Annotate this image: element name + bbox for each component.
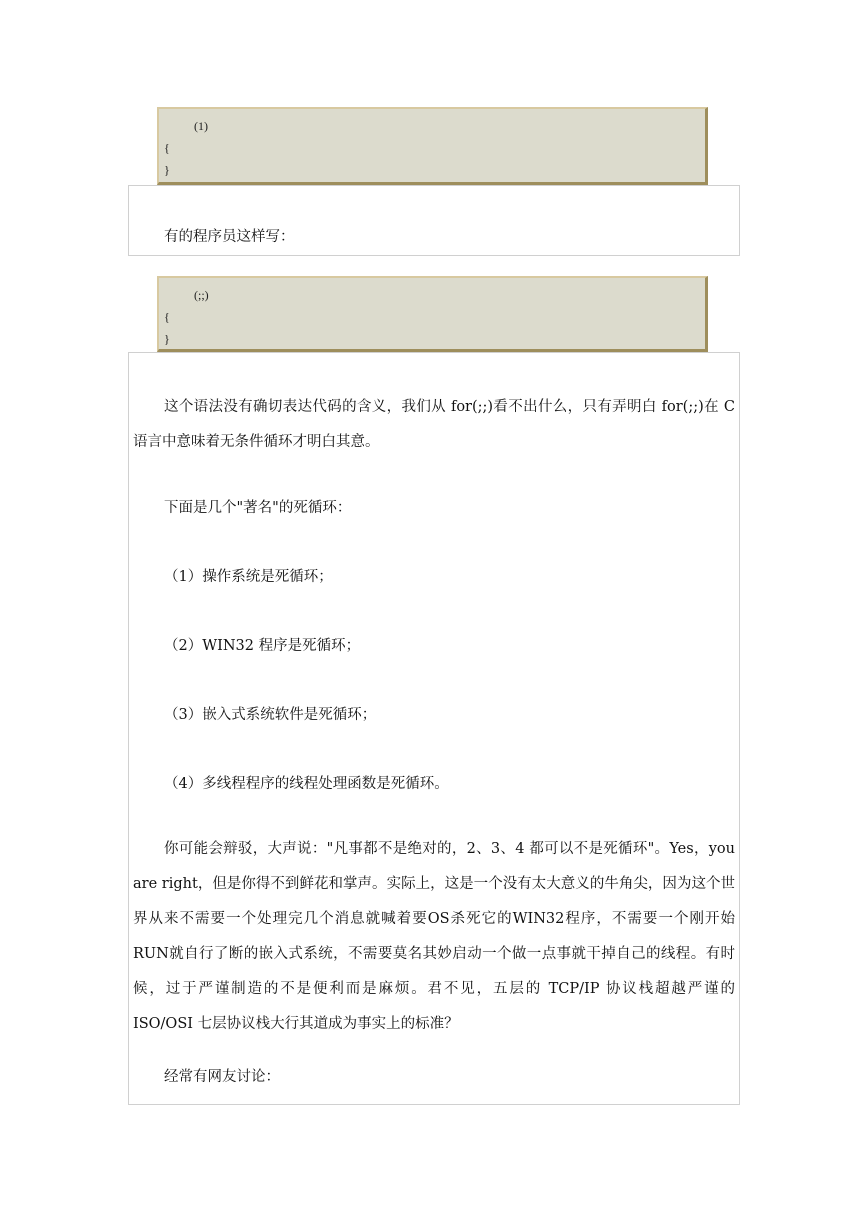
- list-item: （4）多线程程序的线程处理函数是死循环。: [164, 776, 449, 792]
- list-item: （1）操作系统是死循环；: [164, 569, 333, 585]
- text-panel-1: [128, 185, 740, 256]
- code-line: {: [164, 141, 170, 155]
- code-block-1: [157, 107, 708, 185]
- code-block-2: [157, 276, 708, 352]
- paragraph-netizens-discuss: 经常有网友讨论：: [164, 1069, 280, 1085]
- paragraph-famous-loops-intro: 下面是几个"著名"的死循环：: [164, 500, 352, 516]
- paragraph-syntax-meaning: 这个语法没有确切表达代码的含义，我们从 for(;;)看不出什么，只有弄明白 for(;;)在 C 语言中意味着无条件循环才明白其意。: [133, 399, 735, 450]
- list-item: （2）WIN32 程序是死循环；: [164, 638, 361, 654]
- paragraph-some-programmers: 有的程序员这样写：: [164, 229, 295, 245]
- code-line: }: [164, 332, 170, 346]
- code-line: }: [164, 163, 170, 177]
- paragraph-argument: 你可能会辩驳，大声说："凡事都不是绝对的，2、3、4 都可以不是死循环"。Yes，you are right，但是你得不到鲜花和掌声。实际上，这是一个没有太大意义的牛角尖，因为这个世界从来不需要一个处理完几个消息就喊着要OS杀死它的WIN32程序，不需要一个刚开始RUN就自行了断的嵌入式系统，不需要莫名其妙启动一个做一点事就干掉自己的线程。有时候，过于严谨制造的不是便利而是麻烦。君不见，五层的 TCP/IP 协议栈超越严谨的 ISO/OSI 七层协议栈大行其道成为事实上的标准？: [133, 841, 735, 1032]
- code-line: (;;): [194, 288, 209, 302]
- code-line: {: [164, 310, 170, 324]
- text-panel-2: [128, 352, 740, 1105]
- code-line: (1): [194, 119, 208, 133]
- list-item: （3）嵌入式系统软件是死循环；: [164, 707, 377, 723]
